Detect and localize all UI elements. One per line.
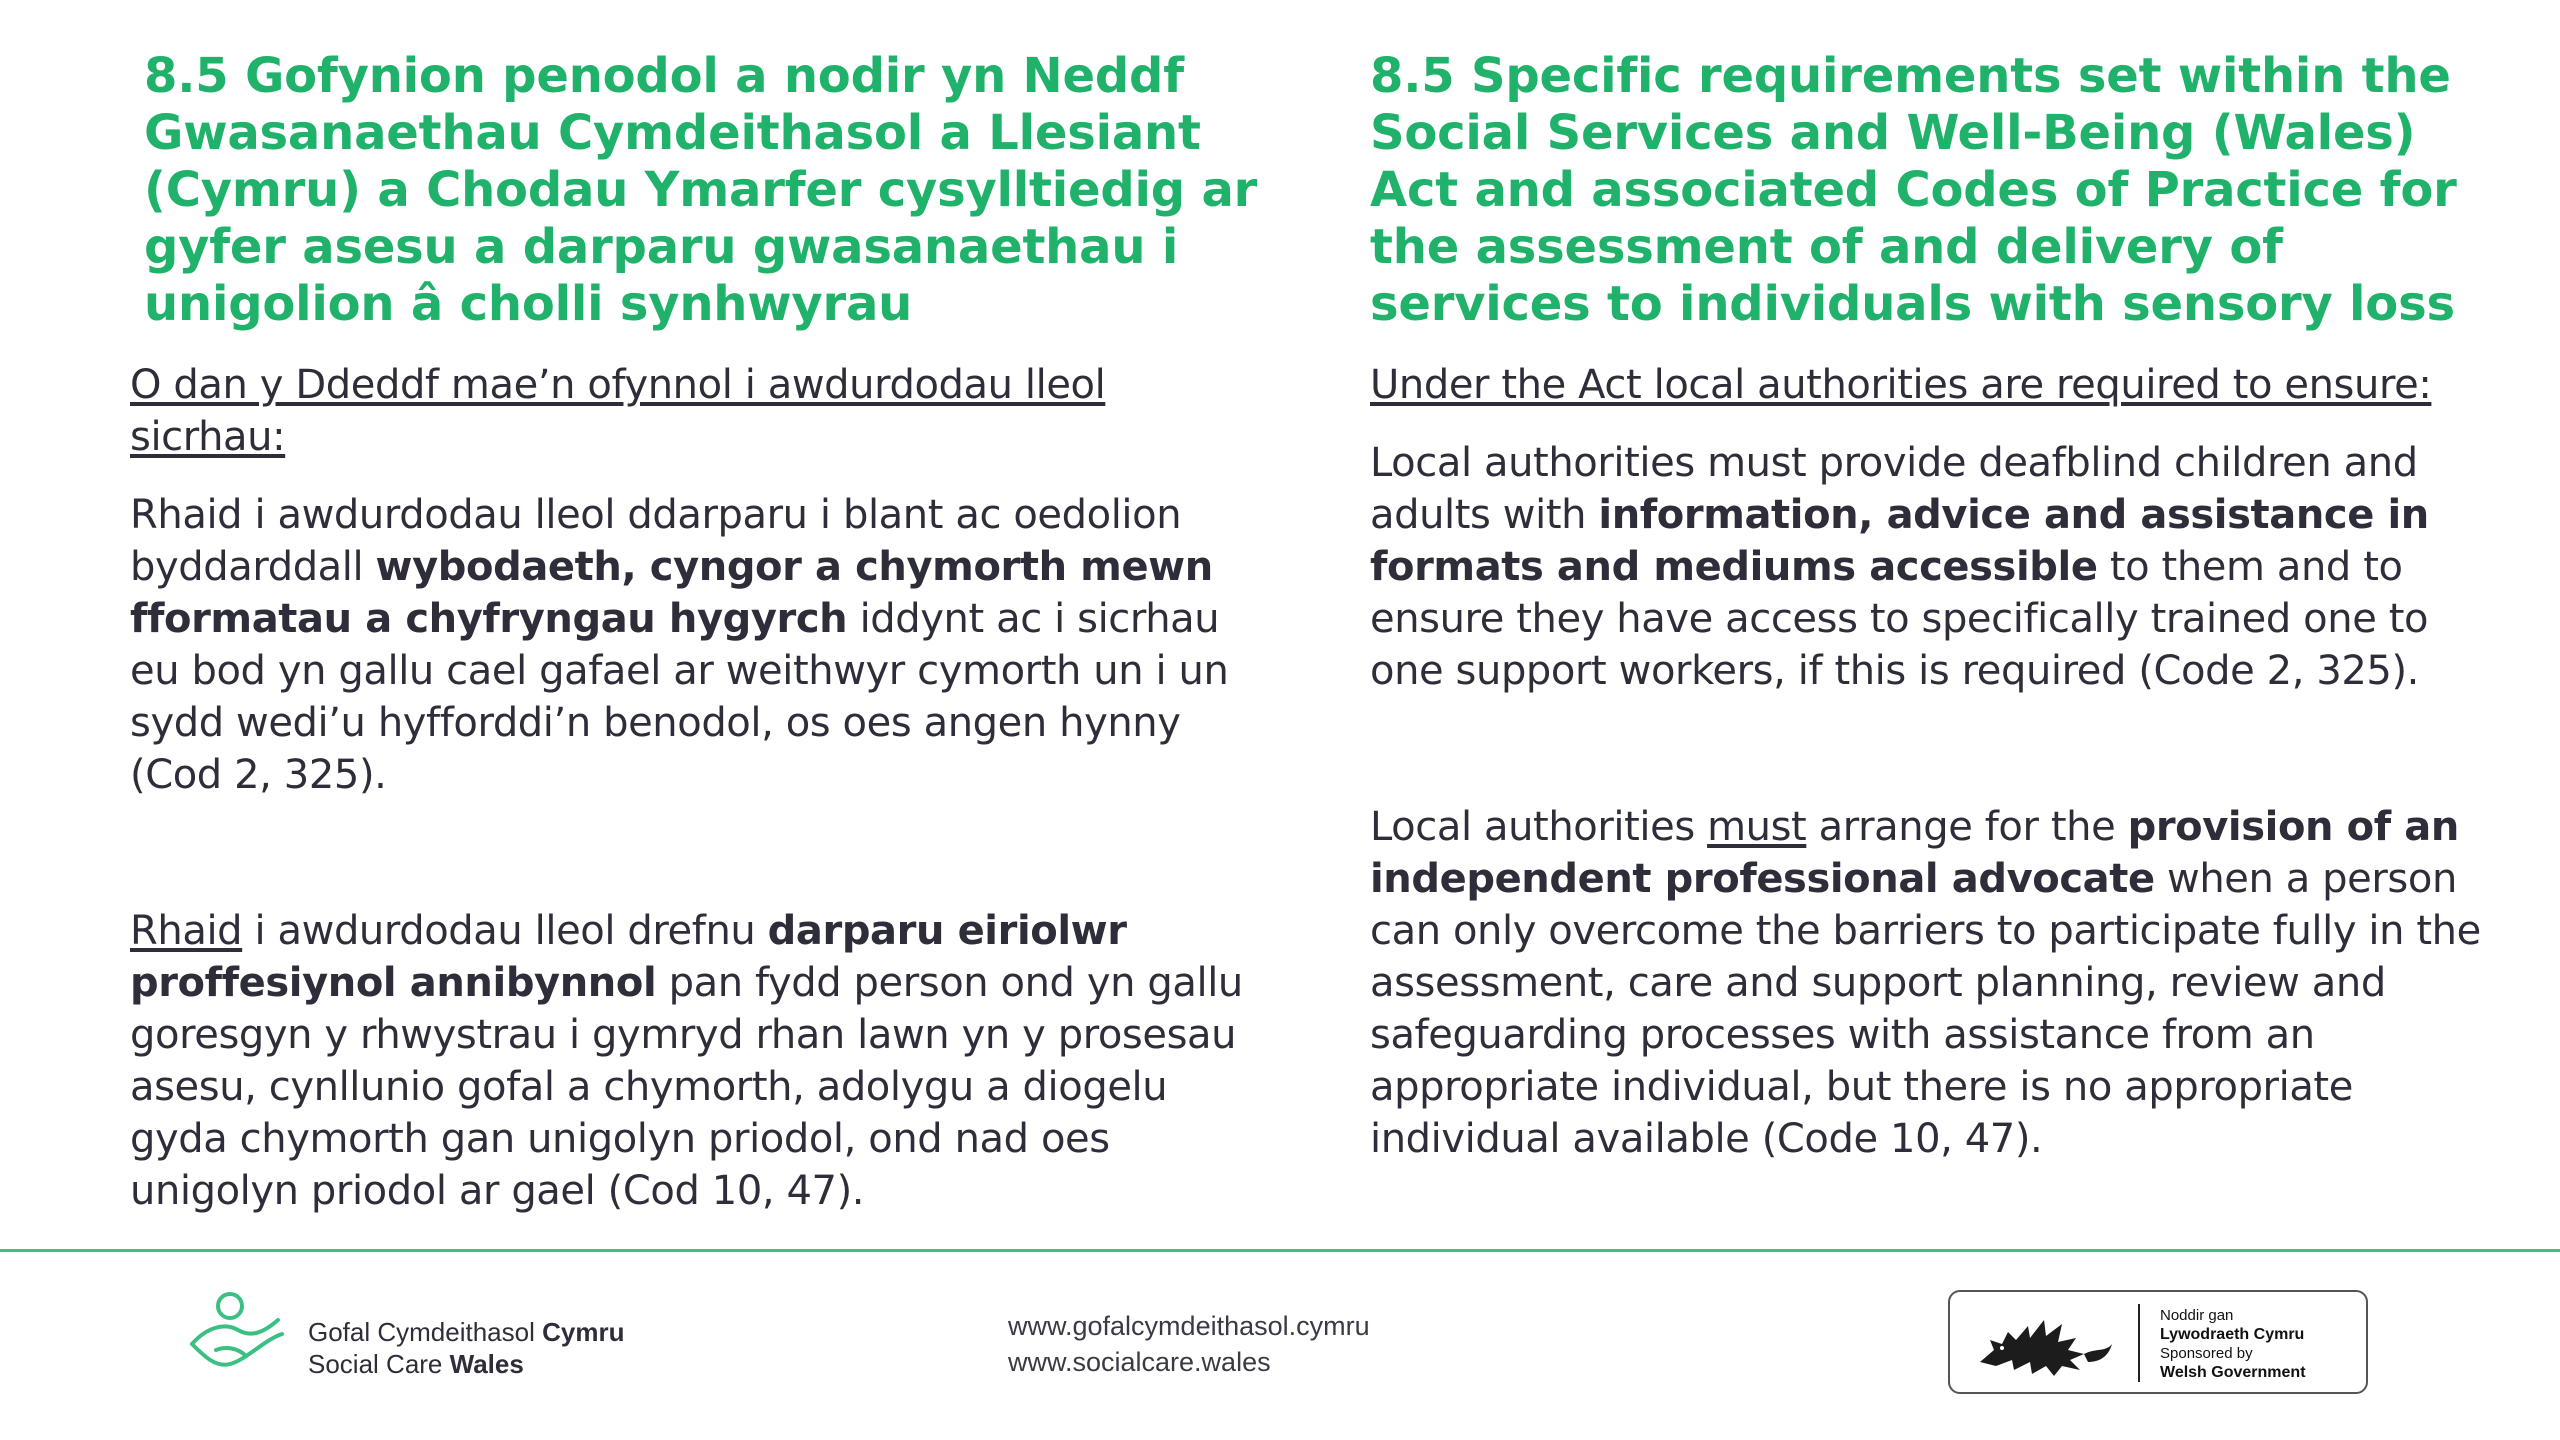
welsh-p2-underlined: Rhaid: [130, 908, 243, 954]
english-p2-underlined: must: [1707, 804, 1807, 850]
badge-line1: Noddir gan: [2160, 1307, 2234, 1324]
welsh-column: [130, 48, 1270, 1217]
english-paragraph-1: [1370, 437, 2490, 697]
welsh-p1-bold: wybodaeth, cyngor a chymorth mewn fformatau a chyfryngau hygyrch: [130, 544, 1213, 642]
english-p2-text: Local authorities: [1370, 804, 1708, 850]
welsh-paragraph-2: [130, 905, 1270, 1217]
english-paragraph-2: [1370, 801, 2490, 1165]
welsh-paragraph-1: [130, 489, 1270, 801]
logo-line1: Gofal Cymdeithasol: [308, 1317, 543, 1347]
welsh-p1-text-end: iddynt ac i sicrhau eu bod yn gallu cael gafael ar weithwyr cymorth un i un sydd wedi’u hyfforddi’n benodol, os oes angen hynny (Cod 2, 325).: [130, 596, 1229, 798]
english-p1-bold: information, advice and assistance in formats and mediums accessible: [1370, 492, 2429, 590]
welsh-heading: 8.5 Gofynion penodol a nodir yn Neddf Gwasanaethau Cymdeithasol a Llesiant (Cymru) a Chodau Ymarfer cysylltiedig ar gyfer asesu a darparu gwasanaethau i unigolion â cholli synhwyrau: [144, 48, 1258, 332]
social-care-wales-logo-icon: [186, 1290, 296, 1380]
url-welsh[interactable]: www.gofalcymdeithasol.cymru: [1008, 1311, 1370, 1341]
badge-line3: Sponsored by: [2160, 1345, 2253, 1362]
english-p1-text-end: to them and to ensure they have access to specifically trained one to one support workers, if this is required (Code 2, 325).: [1370, 544, 2429, 694]
english-p2-text-end: when a person can only overcome the barriers to participate fully in the assessment, care and support planning, review and safeguarding processes with assistance from an appropriate individual, but there is no appropriate individual available (Code 10, 47).: [1370, 856, 2481, 1162]
logo-line1-bold: Cymru: [542, 1317, 625, 1347]
welsh-dragon-icon: [1972, 1304, 2122, 1384]
english-heading: 8.5 Specific requirements set within the Social Services and Well-Being (Wales) Act and associated Codes of Practice for the assessment of and delivery of services to individuals with sensory loss: [1370, 48, 2457, 332]
english-column: [1370, 48, 2490, 1165]
welsh-p2-bold: darparu eiriolwr proffesiynol annibynnol: [130, 908, 1127, 1006]
english-intro: Under the Act local authorities are required to ensure:: [1370, 362, 2432, 408]
footer-urls: [1008, 1308, 1370, 1380]
logo-line2-bold: Wales: [449, 1349, 524, 1379]
footer-divider: [0, 1249, 2560, 1252]
welsh-p2-text-end: pan fydd person ond yn gallu goresgyn y rhwystrau i gymryd rhan lawn yn y prosesau asesu, cynllunio gofal a chymorth, adolygu a diogelu gyda chymorth gan unigolyn priodol, ond nad oes unigolyn priodol ar gael (Cod 10, 47).: [130, 960, 1243, 1214]
welsh-intro: O dan y Ddeddf mae’n ofynnol i awdurdodau lleol sicrhau:: [130, 362, 1106, 460]
logo-text: [308, 1316, 624, 1380]
english-p2-text-mid: arrange for the: [1806, 804, 2128, 850]
english-p1-text: Local authorities must provide deafblind children and adults with: [1370, 440, 2418, 538]
welsh-government-badge: [1948, 1290, 2368, 1394]
badge-line2: Lywodraeth Cymru: [2160, 1326, 2305, 1343]
badge-text: [2160, 1306, 2306, 1382]
english-p2-bold: provision of an independent professional advocate: [1370, 804, 2459, 902]
welsh-p2-text: i awdurdodau lleol drefnu: [242, 908, 768, 954]
badge-divider: [2138, 1304, 2140, 1382]
logo-line2: Social Care: [308, 1349, 450, 1379]
badge-line4: Welsh Government: [2160, 1364, 2306, 1381]
url-english[interactable]: www.socialcare.wales: [1008, 1347, 1271, 1377]
welsh-p1-text: Rhaid i awdurdodau lleol ddarparu i blant ac oedolion byddarddall: [130, 492, 1182, 590]
social-care-wales-logo: [186, 1290, 706, 1390]
